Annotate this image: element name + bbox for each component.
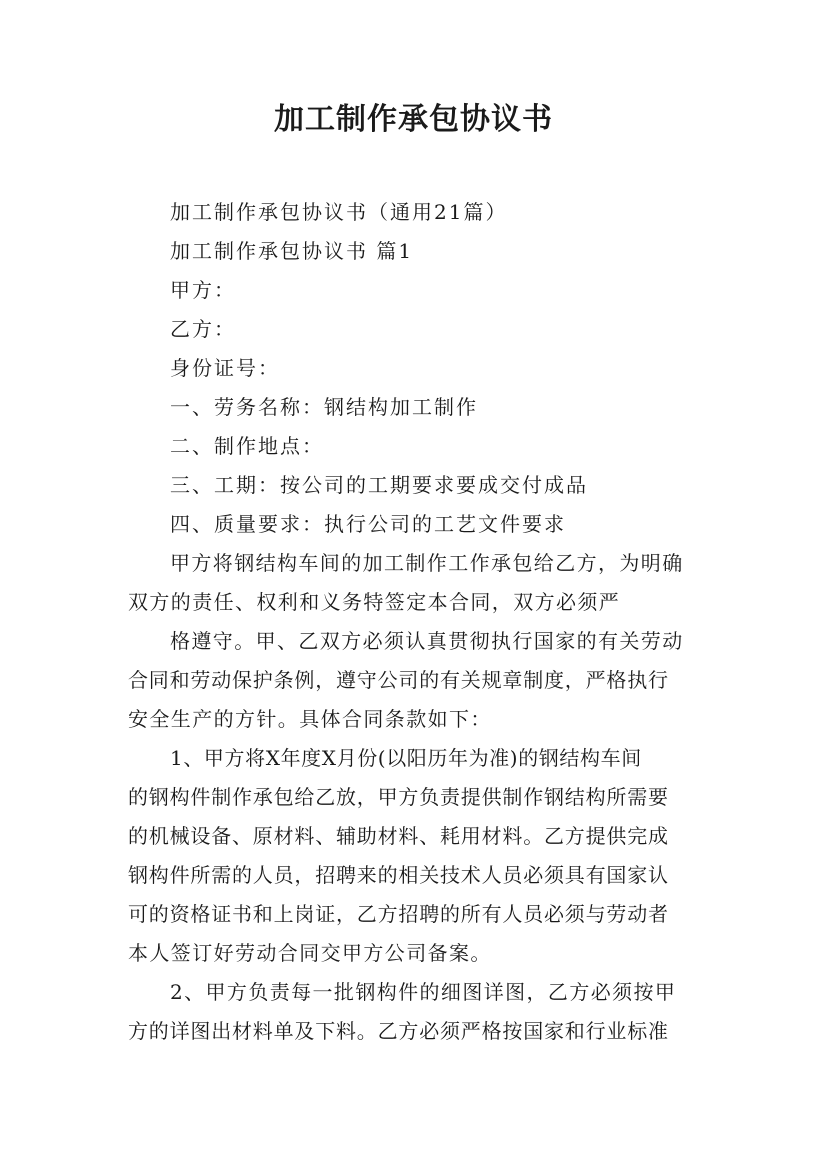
- clause-line: 一、劳务名称：钢结构加工制作: [170, 395, 478, 419]
- body-line: 1、甲方将X年度X月份(以阳历年为准)的钢结构车间: [170, 746, 642, 770]
- body-line: 双方的责任、权利和义务特签定本合同，双方必须严: [128, 590, 621, 614]
- body-line: 本人签订好劳动合同交甲方公司备案。: [128, 941, 492, 965]
- body-line: 的钢构件制作承包给乙放，甲方负责提供制作钢结构所需要: [128, 785, 669, 809]
- id-number-field: 身份证号：: [170, 356, 280, 380]
- clause-line: 四、质量要求：执行公司的工艺文件要求: [170, 512, 566, 536]
- body-line: 格遵守。甲、乙双方必须认真贯彻执行国家的有关劳动: [170, 629, 684, 653]
- body-line: 安全生产的方针。具体合同条款如下：: [128, 707, 492, 731]
- body-line: 合同和劳动保护条例，遵守公司的有关规章制度，严格执行: [128, 668, 669, 692]
- subtitle-line: 加工制作承包协议书（通用21篇）: [170, 200, 508, 224]
- document-title: 加工制作承包协议书: [274, 102, 553, 137]
- body-line: 甲方将钢结构车间的加工制作工作承包给乙方，为明确: [170, 551, 684, 575]
- party-a-field: 甲方：: [170, 278, 236, 302]
- party-b-field: 乙方：: [170, 317, 236, 341]
- clause-line: 三、工期：按公司的工期要求要成交付成品: [170, 473, 588, 497]
- body-line: 可的资格证书和上岗证，乙方招聘的所有人员必须与劳动者: [128, 902, 669, 926]
- body-line: 钢构件所需的人员，招聘来的相关技术人员必须具有国家认: [128, 863, 669, 887]
- body-line: 方的详图出材料单及下料。乙方必须严格按国家和行业标准: [128, 1019, 669, 1043]
- section-heading: 加工制作承包协议书 篇1: [170, 239, 414, 263]
- clause-line: 二、制作地点：: [170, 434, 324, 458]
- body-line: 的机械设备、原材料、辅助材料、耗用材料。乙方提供完成: [128, 824, 669, 848]
- body-line: 2、甲方负责每一批钢构件的细图详图，乙方必须按甲: [170, 980, 677, 1004]
